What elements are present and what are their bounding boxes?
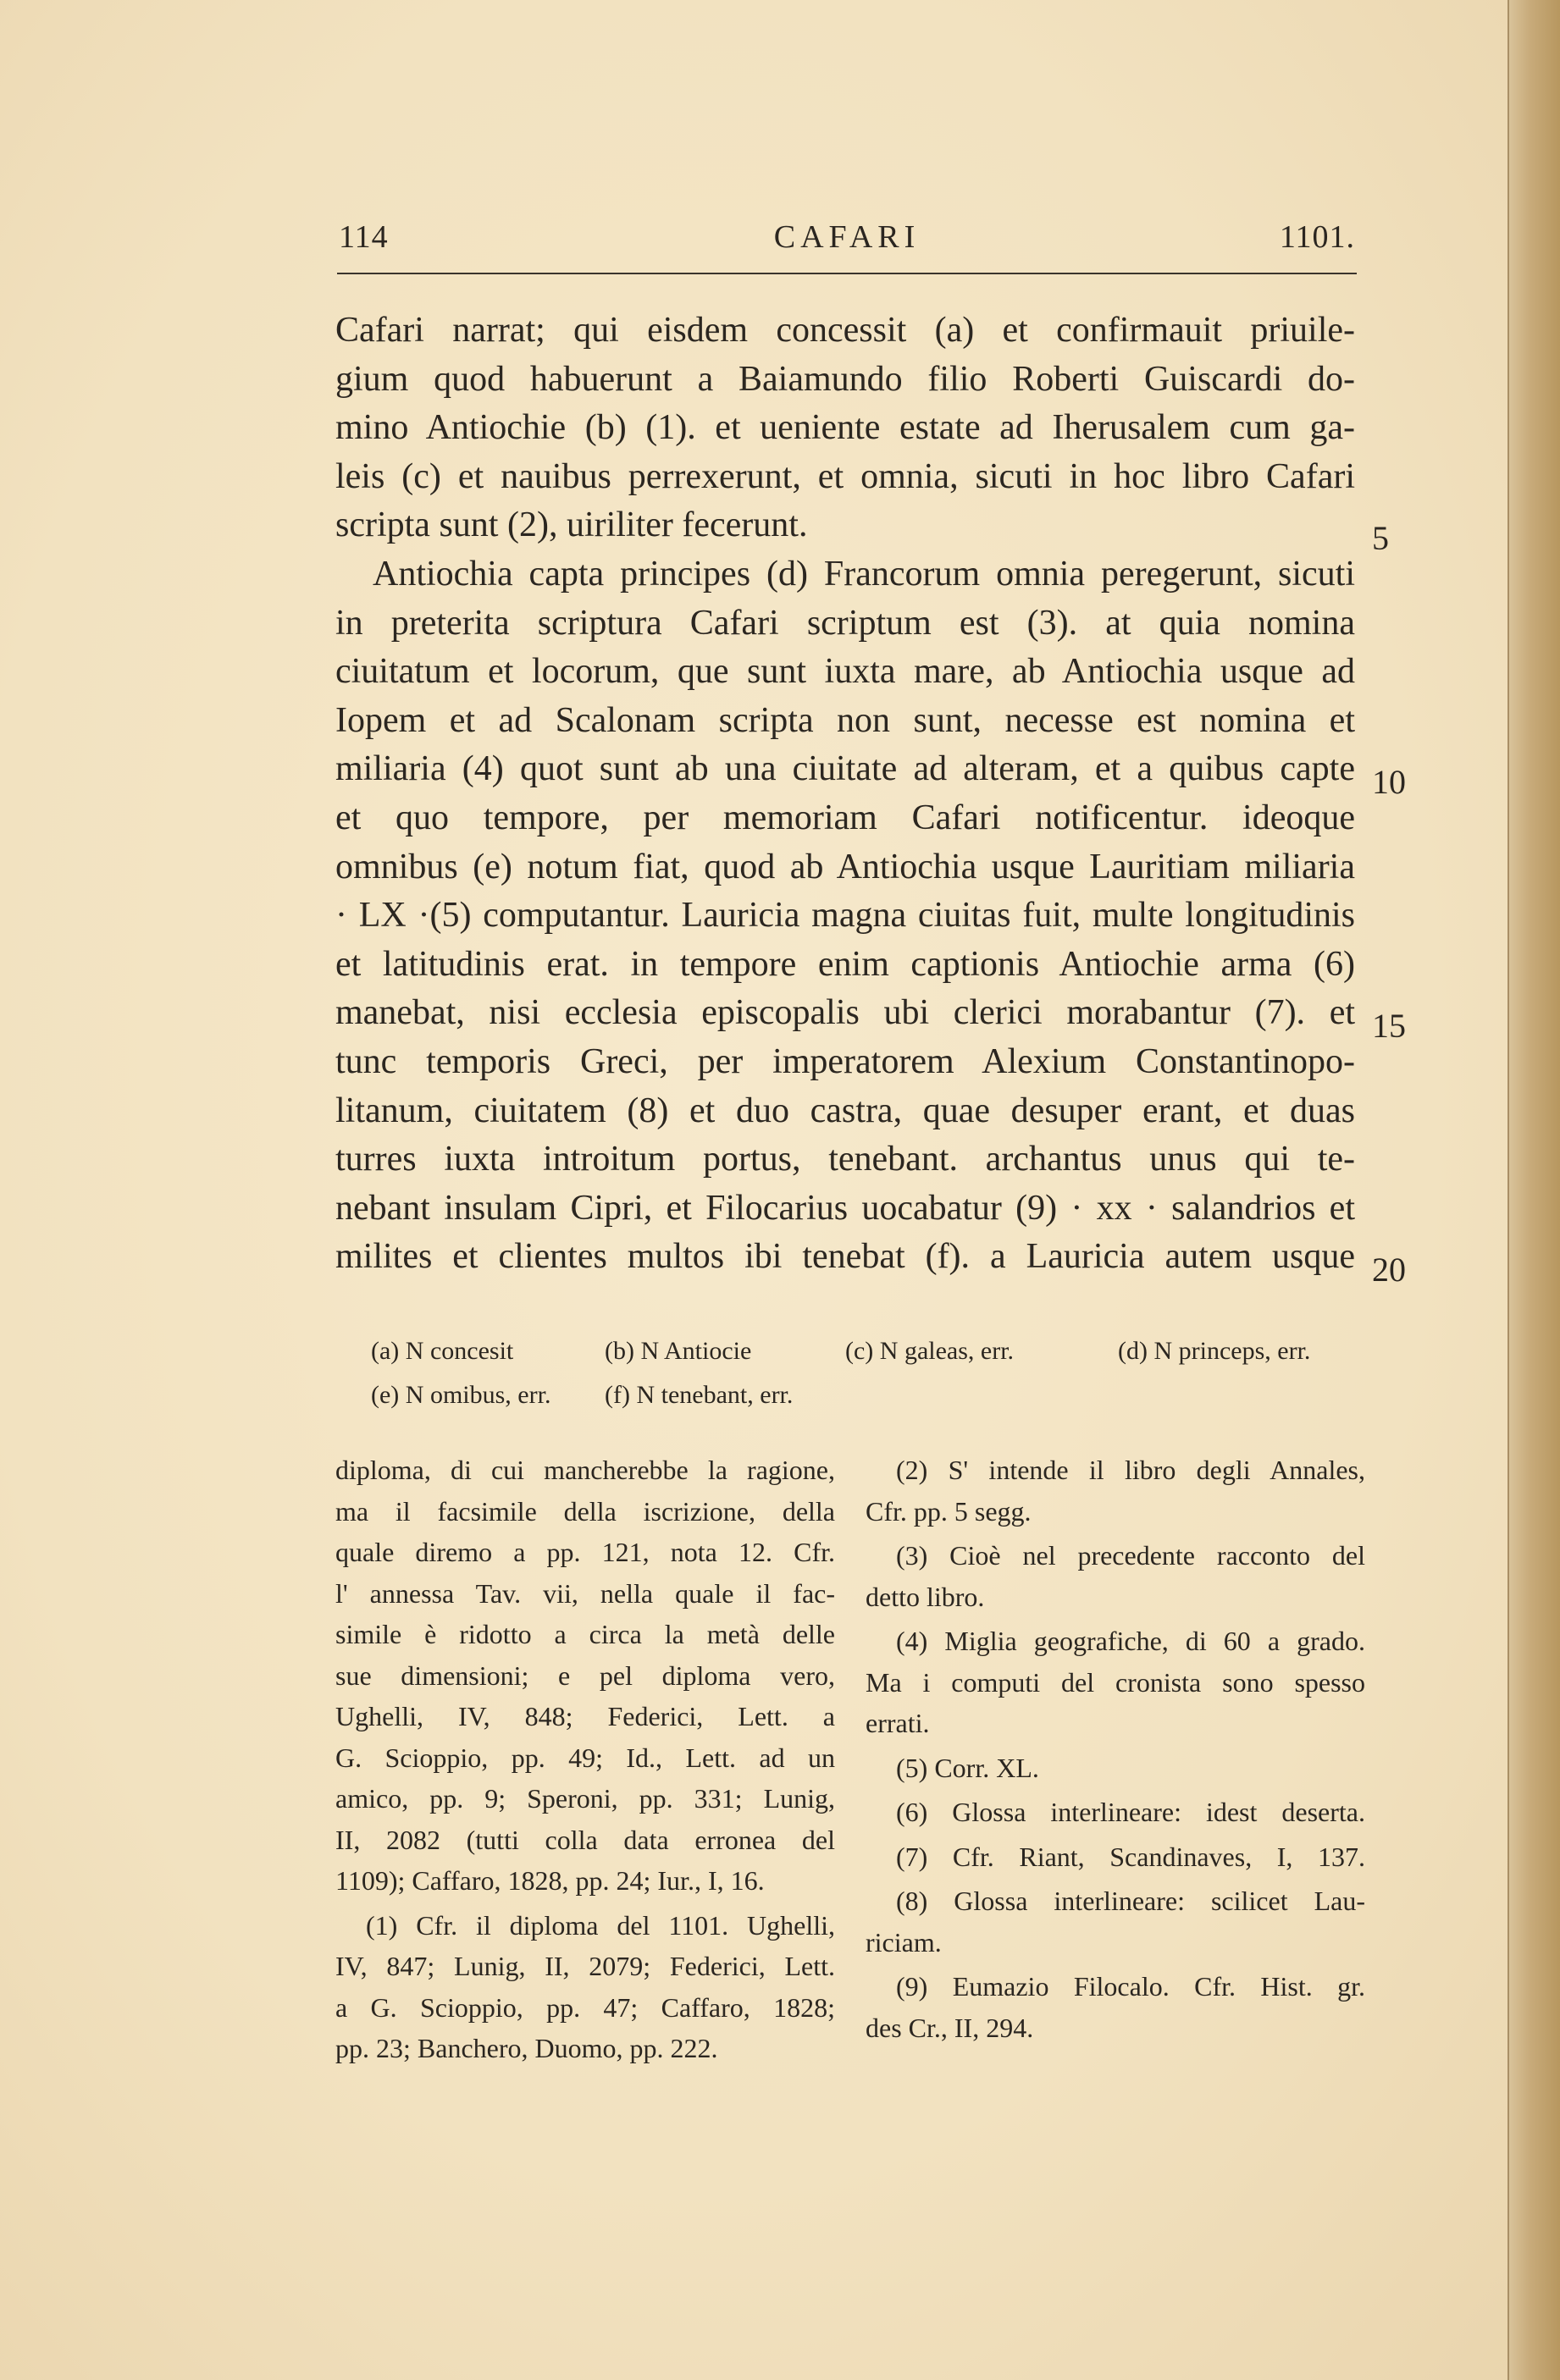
page-number: 114 [339, 219, 389, 255]
text-line: Iopem et ad Scalonam scripta non sunt, necesse est nomina et [335, 700, 1355, 740]
text-line: milites et clientes multos ibi tenebat (f). a Lauricia autem usque [335, 1237, 1355, 1277]
text-line: Cafari narrat; qui eisdem concessit (a) et confirmauit priuile- [335, 311, 1355, 350]
text-line: leis (c) et nauibus perrexerunt, et omnia, sicuti in hoc libro Cafari [335, 456, 1355, 496]
footnote-line: (6) Glossa interlineare: idest deserta. [896, 1797, 1365, 1827]
text-line: turres iuxta introitum portus, tenebant. archantus unus qui te- [335, 1140, 1355, 1179]
text-line: gium quod habuerunt a Baiamundo filio Roberti Guiscardi do- [335, 359, 1355, 399]
footnote-line: Ma i computi del cronista sono spesso [866, 1666, 1365, 1698]
variant-note: (e) N omibus, err. [371, 1381, 551, 1409]
footnote-line: pp. 23; Banchero, Duomo, pp. 222. [335, 2033, 718, 2063]
footnote-line: detto libro. [866, 1581, 985, 1612]
footnote-line: ma il facsimile della iscrizione, della [335, 1495, 835, 1527]
footnote-line: errati. [866, 1708, 930, 1738]
footnote-line: IV, 847; Lunig, II, 2079; Federici, Lett. [335, 1951, 835, 1981]
footnote-line: (7) Cfr. Riant, Scandinaves, I, 137. [896, 1841, 1365, 1872]
text-line: scripta sunt (2), uiriliter fecerunt. [335, 505, 808, 545]
footnotes-right-column [866, 1450, 1365, 2048]
text-line: Antiochia capta principes (d) Francorum omnia peregerunt, sicuti [373, 554, 1355, 594]
text-line: tunc temporis Greci, per imperatorem Alexium Constantinopo- [335, 1041, 1355, 1081]
footnote-line: 1109); Caffaro, 1828, pp. 24; Iur., I, 16. [335, 1865, 765, 1896]
header-rule [337, 273, 1357, 274]
variant-apparatus [371, 1329, 1362, 1417]
footnote-line: (8) Glossa interlineare: scilicet Lau- [896, 1886, 1365, 1916]
footnote-line: (3) Cioè nel precedente racconto del [896, 1540, 1365, 1571]
footnote-line: Cfr. pp. 5 segg. [866, 1495, 1032, 1527]
text-line: in preterita scriptura Cafari scriptum est (3). at quia nomina [335, 603, 1355, 643]
footnotes-left-column [335, 1450, 835, 2069]
line-number: 20 [1372, 1251, 1406, 1289]
variant-note: (d) N princeps, err. [1118, 1337, 1311, 1365]
line-number: 10 [1372, 763, 1406, 801]
footnote-line: a G. Scioppio, pp. 47; Caffaro, 1828; [335, 1991, 835, 2023]
footnote-line: quale diremo a pp. 121, nota 12. Cfr. [335, 1537, 835, 1567]
footnote-line: simile è ridotto a circa la metà delle [335, 1619, 835, 1649]
variant-note: (f) N tenebant, err. [605, 1381, 794, 1409]
footnote-line: G. Scioppio, pp. 49; Id., Lett. ad un [335, 1742, 835, 1773]
footnote-line: des Cr., II, 294. [866, 2012, 1034, 2043]
text-line: miliaria (4) quot sunt ab una ciuitate ad alteram, et a quibus capte [335, 749, 1355, 789]
text-line: litanum, ciuitatem (8) et duo castra, quae desuper erant, et duas [335, 1091, 1355, 1130]
variant-note: (a) N concesit [371, 1337, 514, 1365]
text-line: et quo tempore, per memoriam Cafari notificentur. ideoque [335, 798, 1355, 837]
footnote-line: riciam. [866, 1926, 942, 1958]
text-line: et latitudinis erat. in tempore enim captionis Antiochie arma (6) [335, 944, 1355, 984]
footnote-line: (4) Miglia geografiche, di 60 a grado. [896, 1626, 1365, 1656]
footnote-line: (9) Eumazio Filocalo. Cfr. Hist. gr. [896, 1971, 1365, 2002]
book-spine-edge [1507, 0, 1560, 2380]
line-number: 5 [1372, 519, 1389, 557]
footnote-line: II, 2082 (tutti colla data erronea del [335, 1824, 835, 1855]
text-line: manebat, nisi ecclesia episcopalis ubi clerici morabantur (7). et [335, 993, 1355, 1033]
year-marker: 1101. [1279, 219, 1355, 255]
main-latin-text [335, 306, 1355, 1282]
text-line: omnibus (e) notum fiat, quod ab Antiochia usque Lauritiam miliaria [335, 847, 1355, 886]
footnote-line: (2) S' intende il libro degli Annales, [896, 1455, 1365, 1485]
running-head [339, 218, 1355, 261]
footnote-line: amico, pp. 9; Speroni, pp. 331; Lunig, [335, 1783, 835, 1814]
footnote-line: (1) Cfr. il diploma del 1101. Ughelli, [366, 1909, 835, 1941]
line-number: 15 [1372, 1007, 1406, 1045]
footnote-line: diploma, di cui mancherebbe la ragione, [335, 1455, 835, 1485]
text-line: mino Antiochie (b) (1). et ueniente estate ad Iherusalem cum ga- [335, 408, 1355, 448]
footnote-line: Ughelli, IV, 848; Federici, Lett. a [335, 1701, 835, 1731]
footnote-line: sue dimensioni; e pel diploma vero, [335, 1659, 835, 1691]
variant-note: (b) N Antiocie [605, 1337, 752, 1365]
text-line: ciuitatum et locorum, que sunt iuxta mare, ab Antiochia usque ad [335, 652, 1355, 692]
running-title: CAFARI [773, 219, 921, 255]
text-line: nebant insulam Cipri, et Filocarius uocabatur (9) · xx · salandrios et [335, 1188, 1355, 1228]
variant-note: (c) N galeas, err. [845, 1337, 1015, 1365]
footnote-line: (5) Corr. XL. [896, 1752, 1039, 1783]
text-line: · LX ·(5) computantur. Lauricia magna ciuitas fuit, multe longitudinis [335, 896, 1355, 936]
footnote-line: l' annessa Tav. vii, nella quale il fac- [335, 1577, 835, 1609]
